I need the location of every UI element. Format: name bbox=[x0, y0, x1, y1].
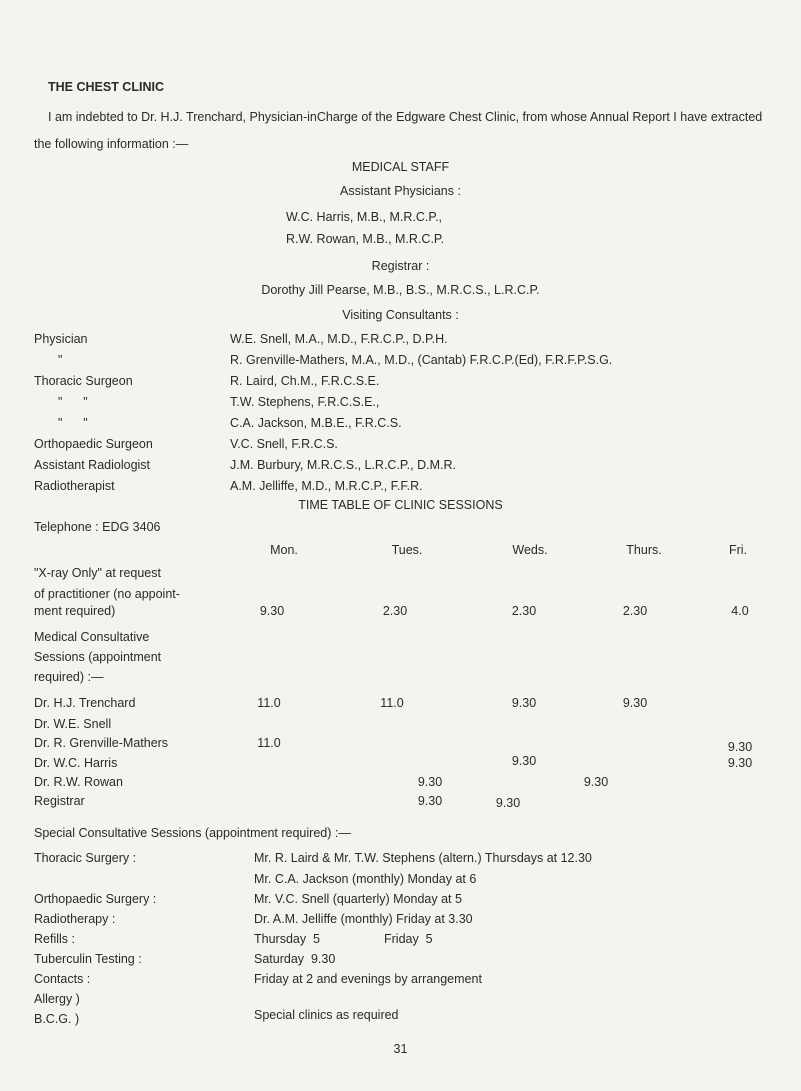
consultative-label-line: required) :— bbox=[34, 670, 104, 684]
consultant-role: " bbox=[58, 353, 63, 367]
consultant-name: R. Grenville-Mathers, M.A., M.D., (Cantab) F.R.C.P.(Ed), F.R.F.P.S.G. bbox=[230, 353, 613, 367]
special-value: Dr. A.M. Jelliffe (monthly) Friday at 3.30 bbox=[254, 912, 473, 926]
session-time-thurs: 9.30 bbox=[622, 696, 648, 710]
session-time-tues: 11.0 bbox=[380, 696, 404, 710]
consultative-label-line: Medical Consultative bbox=[34, 630, 150, 644]
consultant-role: Orthopaedic Surgeon bbox=[34, 437, 153, 451]
medical-staff-title: MEDICAL STAFF bbox=[351, 160, 450, 174]
day-header-fri: Fri. bbox=[728, 543, 748, 557]
registrar-title: Registrar : bbox=[371, 259, 430, 273]
special-value: Mr. R. Laird & Mr. T.W. Stephens (altern.) Thursdays at 12.30 bbox=[254, 851, 592, 865]
special-label: Contacts : bbox=[34, 972, 91, 986]
intro-paragraph: I am indebted to Dr. H.J. Trenchard, Physician-inCharge of the Edgware Chest Clinic, from whose Annual Report I have extracted the following information :— bbox=[34, 110, 763, 151]
consultant-role: Radiotherapist bbox=[34, 479, 115, 493]
xray-label-line: "X-ray Only" at request bbox=[34, 566, 161, 580]
xray-time-weds: 2.30 bbox=[511, 604, 537, 618]
day-header-thurs: Thurs. bbox=[626, 543, 662, 557]
consultant-name: A.M. Jelliffe, M.D., M.R.C.P., F.F.R. bbox=[230, 479, 423, 493]
special-label: Tuberculin Testing : bbox=[34, 952, 142, 966]
session-doctor: Dr. H.J. Trenchard bbox=[34, 696, 136, 710]
session-time-weds: 9.30 bbox=[495, 796, 521, 810]
special-label: Radiotherapy : bbox=[34, 912, 116, 926]
consultative-label-line: Sessions (appointment bbox=[34, 650, 162, 664]
xray-label-line: of practitioner (no appoint- bbox=[34, 587, 180, 601]
special-label: Allergy ) bbox=[34, 992, 80, 1006]
xray-label-line: ment required) bbox=[34, 604, 116, 618]
xray-time-tues: 2.30 bbox=[382, 604, 408, 618]
session-doctor: Registrar bbox=[34, 794, 85, 808]
consultant-role: Physician bbox=[34, 332, 88, 346]
xray-time-thurs: 2.30 bbox=[622, 604, 648, 618]
session-time-thurs: 9.30 bbox=[583, 775, 609, 789]
special-value: Mr. C.A. Jackson (monthly) Monday at 6 bbox=[254, 872, 477, 886]
special-value: Mr. V.C. Snell (quarterly) Monday at 5 bbox=[254, 892, 462, 906]
session-time-mon: 11.0 bbox=[257, 696, 281, 710]
consultant-role: " " bbox=[58, 395, 88, 409]
consultant-name: T.W. Stephens, F.R.C.S.E., bbox=[230, 395, 380, 409]
assistant-physician-2: R.W. Rowan, M.B., M.R.C.P. bbox=[286, 232, 445, 246]
special-label: Orthopaedic Surgery : bbox=[34, 892, 157, 906]
session-time-tues: 9.30 bbox=[417, 775, 443, 789]
day-header-weds: Weds. bbox=[512, 543, 548, 557]
day-header-tues: Tues. bbox=[391, 543, 423, 557]
special-value-secondary: Friday 5 bbox=[384, 932, 433, 946]
special-label: Thoracic Surgery : bbox=[34, 851, 137, 865]
assistant-physician-1: W.C. Harris, M.B., M.R.C.P., bbox=[286, 210, 443, 224]
special-value: Special clinics as required bbox=[254, 1008, 399, 1022]
xray-time-fri: 4.0 bbox=[731, 604, 749, 618]
consultant-role: Assistant Radiologist bbox=[34, 458, 151, 472]
consultant-name: W.E. Snell, M.A., M.D., F.R.C.P., D.P.H. bbox=[230, 332, 448, 346]
consultant-role: Thoracic Surgeon bbox=[34, 374, 133, 388]
session-time-mon: 11.0 bbox=[257, 736, 281, 750]
registrar-name: Dorothy Jill Pearse, M.B., B.S., M.R.C.S., L.R.C.P. bbox=[261, 283, 540, 297]
session-doctor: Dr. W.E. Snell bbox=[34, 717, 112, 731]
special-value: Saturday 9.30 bbox=[254, 952, 336, 966]
consultant-name: V.C. Snell, F.R.C.S. bbox=[230, 437, 338, 451]
consultant-name: J.M. Burbury, M.R.C.S., L.R.C.P., D.M.R. bbox=[230, 458, 456, 472]
consultant-name: R. Laird, Ch.M., F.R.C.S.E. bbox=[230, 374, 380, 388]
session-time-weds: 9.30 bbox=[511, 754, 537, 768]
special-label: Refills : bbox=[34, 932, 75, 946]
telephone-number: Telephone : EDG 3406 bbox=[34, 520, 161, 534]
assistant-physicians-title: Assistant Physicians : bbox=[340, 184, 461, 198]
session-time-tues: 9.30 bbox=[417, 794, 443, 808]
special-label: B.C.G. ) bbox=[34, 1012, 80, 1026]
session-doctor: Dr. W.C. Harris bbox=[34, 756, 118, 770]
consultant-name: C.A. Jackson, M.B.E., F.R.C.S. bbox=[230, 416, 402, 430]
day-header-mon: Mon. bbox=[270, 543, 298, 557]
session-doctor: Dr. R. Grenville-Mathers bbox=[34, 736, 169, 750]
section-heading: THE CHEST CLINIC bbox=[48, 80, 164, 94]
xray-time-mon: 9.30 bbox=[259, 604, 285, 618]
special-value: Friday at 2 and evenings by arrangement bbox=[254, 972, 482, 986]
page-number: 31 bbox=[393, 1042, 408, 1056]
timetable-title: TIME TABLE OF CLINIC SESSIONS bbox=[298, 498, 503, 512]
session-doctor: Dr. R.W. Rowan bbox=[34, 775, 123, 789]
special-value: Thursday 5 bbox=[254, 932, 321, 946]
visiting-consultants-title: Visiting Consultants : bbox=[342, 308, 459, 322]
session-time-fri: 9.30 bbox=[727, 756, 753, 770]
session-time-fri: 9.30 bbox=[727, 740, 753, 754]
session-time-weds: 9.30 bbox=[511, 696, 537, 710]
consultant-role: " " bbox=[58, 416, 88, 430]
special-sessions-title: Special Consultative Sessions (appointment required) :— bbox=[34, 826, 351, 840]
